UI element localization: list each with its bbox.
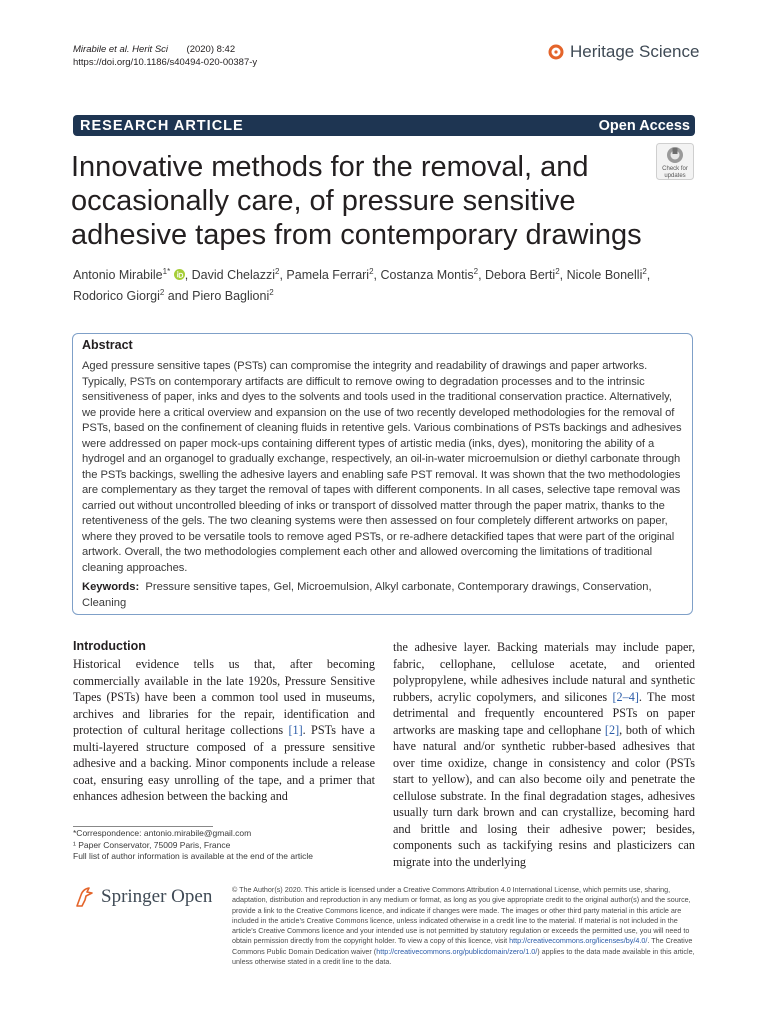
paragraph-text: . The most detrimental and frequently encountered PSTs on paper artworks are masking tape and cellophane xyxy=(393,689,695,737)
author-name[interactable]: Nicole Bonelli xyxy=(566,268,643,283)
author-name[interactable]: Pamela Ferrari xyxy=(286,268,370,283)
license-paragraph: . The Creative Commons Public Domain Dedication waiver ( xyxy=(232,936,693,956)
introduction-heading: Introduction xyxy=(73,639,146,653)
author-info-note: Full list of author information is available at the end of the article xyxy=(73,851,314,861)
doi-link[interactable]: https://doi.org/10.1186/s40494-020-00387-y xyxy=(73,57,258,68)
citation-link[interactable]: [2] xyxy=(604,722,620,737)
citation-journal: Herit Sci xyxy=(132,44,169,55)
paragraph-text: Historical evidence tells us that, after becoming commercially available in the late 1920s, Pressure Sensitive Tapes (PSTs) have been a common tool used in museums, archives and libraries for the repair, identification and protection of cultural heritage collections xyxy=(73,657,375,737)
author-name[interactable]: Piero Baglioni xyxy=(192,289,270,304)
license-paragraph: © The Author(s) 2020. This article is licensed under a Creative Commons Attribution 4.0 International License, which permits use, sharing, adaptation, distribution and reproduction in any medium or format, as long as you give appropriate credit to the original author(s) and the source, provide a link to the Creative Commons licence, and indicate if changes were made. The images or other third party material in this article are included in the article’s Creative Commons licence, unless indicated otherwise in a credit line to the material. If material is not included in the article’s Creative Commons licence and your intended use is not permitted by statutory regulation or exceeds the permitted use, you will need to obtain permission directly from the copyright holder. To view a copy of this licence, visit xyxy=(232,885,691,946)
keywords-list: Pressure sensitive tapes, Gel, Microemulsion, Alkyl carbonate, Contemporary drawings, Conservation, Cleaning xyxy=(82,581,652,609)
publisher-name: Springer Open xyxy=(101,886,213,907)
footnotes xyxy=(73,828,375,863)
springer-horse-icon xyxy=(73,886,95,908)
citation-authors: Mirabile et al. xyxy=(73,44,130,55)
author-name[interactable]: Debora Berti xyxy=(485,268,556,283)
citation-header xyxy=(73,43,257,69)
article-title: Innovative methods for the removal, and occasionally care, of pressure sensitive adhesive tapes from contemporary drawings xyxy=(71,151,642,251)
author-list: Antonio Mirabile$^{1*}$ , David Chelazzi$^2$, Pamela Ferrari$^2$, Costanza Montis$^2$, Debora Berti$^2$, Nicole Bonelli$^2$, Rodorico Giorgi$^2$ and Piero Baglioni$^2$ xyxy=(73,267,651,304)
license-text xyxy=(232,885,695,967)
author-name[interactable]: David Chelazzi xyxy=(191,268,276,283)
body-column-left xyxy=(73,656,375,805)
paragraph-text: the adhesive layer. Backing materials may include paper, fabric, cellophane, cellulose acetate, and oriented polypropylene, while adhesives include natural and synthetic rubbers, acrylic copolymers, and silicones xyxy=(393,640,695,704)
author-name[interactable]: Rodorico Giorgi xyxy=(73,289,160,304)
keywords-label: Keywords: xyxy=(82,581,140,593)
heritage-science-logo-icon xyxy=(548,44,564,60)
paragraph-text: . PSTs have a multi-layered structure composed of a pressure sensitive adhesive and a backing. Minor components include a release coat, ensuring easy unrolling of the tape, and a primer that enhances adhesion between the backing and xyxy=(73,723,375,803)
author-name[interactable]: Costanza Montis xyxy=(380,268,474,283)
citation-link[interactable]: [2–4] xyxy=(612,689,639,704)
paragraph-text: , both of which have natural and/or synthetic rubber-based adhesives that over time oxidize, change in consistency and color (PSTs start to yellow), and can also become oily and penetrate the cellulose substrate. In the final degradation stages, adhesives usually turn dark brown and can crystallize, becoming hard and brittle and losing their adhesive power; besides, components such as tackifying resins and plasticizers can migrate into the underlying xyxy=(393,722,695,869)
check-for-updates-badge[interactable] xyxy=(656,143,694,180)
affiliation-note: ¹ Paper Conservator, 75009 Paris, France xyxy=(73,839,231,850)
author-name[interactable]: Antonio Mirabile xyxy=(73,268,163,283)
citation-year: (2020) 8:42 xyxy=(186,44,236,55)
public-domain-link[interactable]: http://creativecommons.org/publicdomain/zero/1.0/ xyxy=(376,946,538,956)
check-updates-icon xyxy=(656,143,694,180)
abstract-heading: Abstract xyxy=(82,338,133,352)
article-type-label: RESEARCH ARTICLE xyxy=(80,118,244,134)
springer-open-logo xyxy=(73,886,212,908)
license-paragraph: ) applies to the data made available in this article, unless otherwise stated in a credit line to the data. xyxy=(232,946,695,967)
orcid-icon[interactable] xyxy=(174,269,185,280)
body-column-right xyxy=(393,639,695,870)
citation-link[interactable]: [1] xyxy=(288,723,303,737)
footnote-divider xyxy=(73,826,213,827)
keywords xyxy=(82,579,688,611)
license-link[interactable]: http://creativecommons.org/licenses/by/4.0/ xyxy=(509,936,648,946)
journal-brand[interactable] xyxy=(548,42,699,62)
open-access-label: Open Access xyxy=(598,118,690,134)
abstract-text: Aged pressure sensitive tapes (PSTs) can compromise the integrity and readability of drawings and paper artworks. Typically, PSTs on contemporary artifacts are difficult to remove owing to degradation processes and to the intrinsic sensitiveness of paper, inks and dyes to the solvents and tools used in the traditional conservation practice. Alternatively, we provide here a critical overview and expansion on the use of two recently developed methodologies for the removal of PSTs, based on the confinement of cleaning fluids in retentive gels. Various combinations of PSTs backings and adhesives were addressed on paper mock-ups containing different types of artistic media (inks, dyes), monitoring the ability of a hydrogel and an organogel to gradually exchange, respectively, an oil-in-water microemulsion or diethyl carbonate through the PSTs backings, swelling the adhesive layers and enabling safe PST removal. It was shown that the two methodologies are complementary as they target the removal of tapes with different components. In all cases, selective tape removal was carried out without uncontrolled bleeding of inks or transport of dissolved matter through the paper matrix, thanks to the retentiveness of the gels. The two cleaning systems were then assessed on four completely different artworks on paper, where they proved to be versatile tools to remove aged PSTs, or re-adhere detackified tapes that were part of the original artwork. Overall, the two methodologies complement each other and allowed overcoming the limitations of traditional cleaning approaches. xyxy=(82,360,682,574)
correspondence-note: *Correspondence: antonio.mirabile@gmail.com xyxy=(73,828,252,838)
svg-text:updates: updates xyxy=(664,173,686,179)
journal-name: Heritage Science xyxy=(570,42,700,61)
svg-text:Check for: Check for xyxy=(662,166,688,172)
